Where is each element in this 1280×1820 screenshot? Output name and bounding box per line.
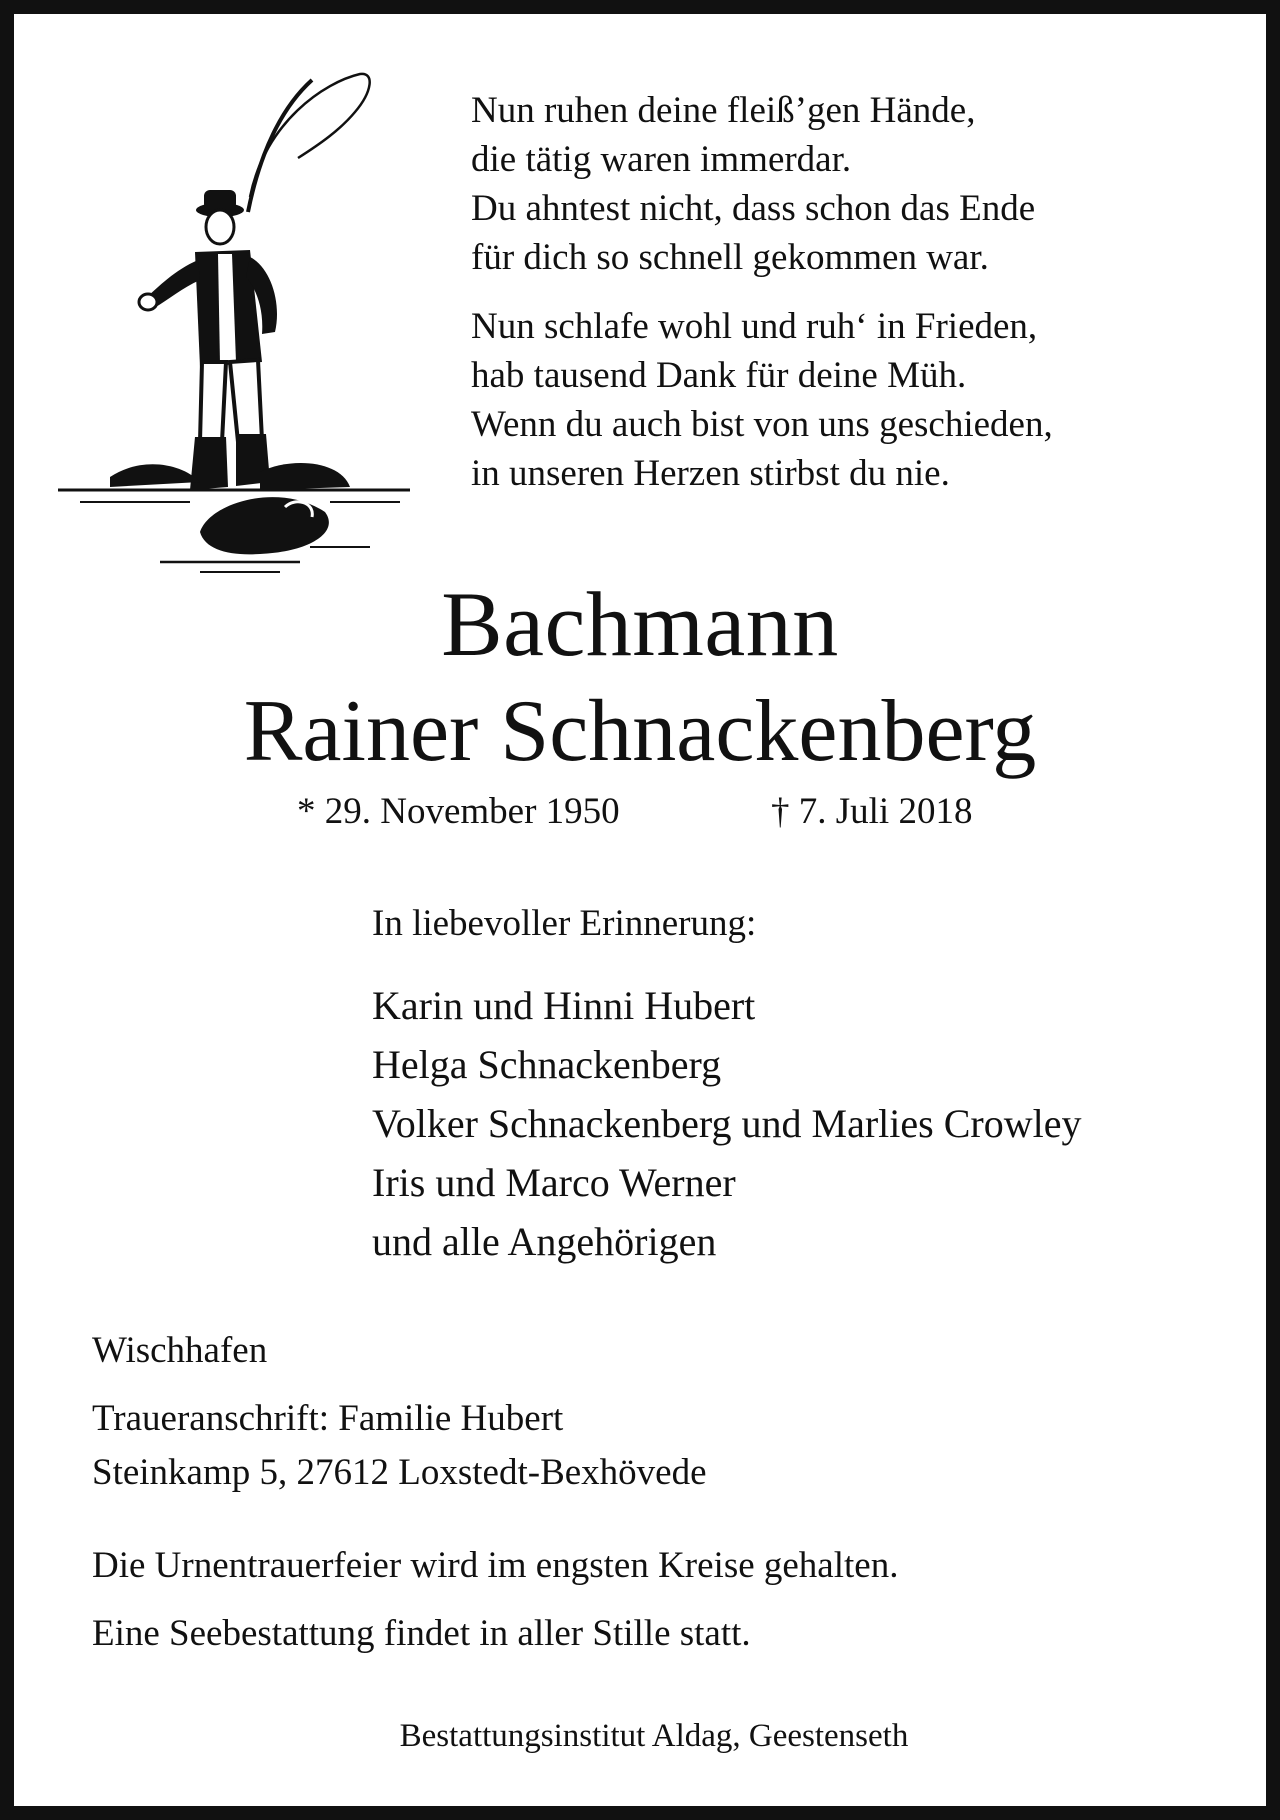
mourner-item: Karin und Hinni Hubert xyxy=(372,983,756,1028)
poem-line: Wenn du auch bist von uns geschieden, xyxy=(471,404,1053,445)
fisherman-illustration-icon xyxy=(50,62,420,574)
funeral-notice xyxy=(92,1542,898,1658)
poem-stanza-1 xyxy=(471,86,1251,282)
notice-line-1: Die Urnentrauerfeier wird im engsten Kreise gehalten. xyxy=(92,1545,899,1586)
undertaker: Bestattungsinstitut Aldag, Geestenseth xyxy=(399,1718,909,1754)
mourner-item: Helga Schnackenberg xyxy=(372,1042,722,1087)
mourner-item: Iris und Marco Werner xyxy=(372,1160,736,1205)
notice-line-2: Eine Seebestattung findet in aller Stille statt. xyxy=(92,1613,751,1654)
birth-date: * 29. November 1950 xyxy=(297,791,620,832)
mourners-list xyxy=(372,976,1081,1271)
memory-label: In liebevoller Erinnerung: xyxy=(372,903,757,944)
poem-line: für dich so schnell gekommen war. xyxy=(471,237,989,278)
poem xyxy=(471,86,1251,498)
deceased-surname: Bachmann xyxy=(441,573,839,675)
death-date: † 7. Juli 2018 xyxy=(771,791,973,832)
poem-line: Nun ruhen deine fleiß’gen Hände, xyxy=(471,90,976,131)
mourning-address xyxy=(92,1392,707,1500)
poem-line: in unseren Herzen stirbst du nie. xyxy=(471,453,950,494)
poem-line: hab tausend Dank für deine Müh. xyxy=(471,355,967,396)
poem-line: Nun schlafe wohl und ruh‘ in Frieden, xyxy=(471,306,1038,347)
address-line-2: Steinkamp 5, 27612 Loxstedt-Bexhövede xyxy=(92,1452,707,1493)
mourner-item: Volker Schnackenberg und Marlies Crowley xyxy=(372,1101,1082,1146)
place: Wischhafen xyxy=(92,1330,268,1371)
poem-stanza-2 xyxy=(471,302,1251,498)
life-dates xyxy=(14,790,1280,840)
poem-line: die tätig waren immerdar. xyxy=(471,139,852,180)
mourner-item: und alle Angehörigen xyxy=(372,1219,717,1264)
deceased-name-block xyxy=(28,569,1252,787)
address-line-1: Traueranschrift: Familie Hubert xyxy=(92,1398,564,1439)
poem-line: Du ahntest nicht, dass schon das Ende xyxy=(471,188,1036,229)
deceased-full-name: Rainer Schnackenberg xyxy=(243,683,1037,780)
